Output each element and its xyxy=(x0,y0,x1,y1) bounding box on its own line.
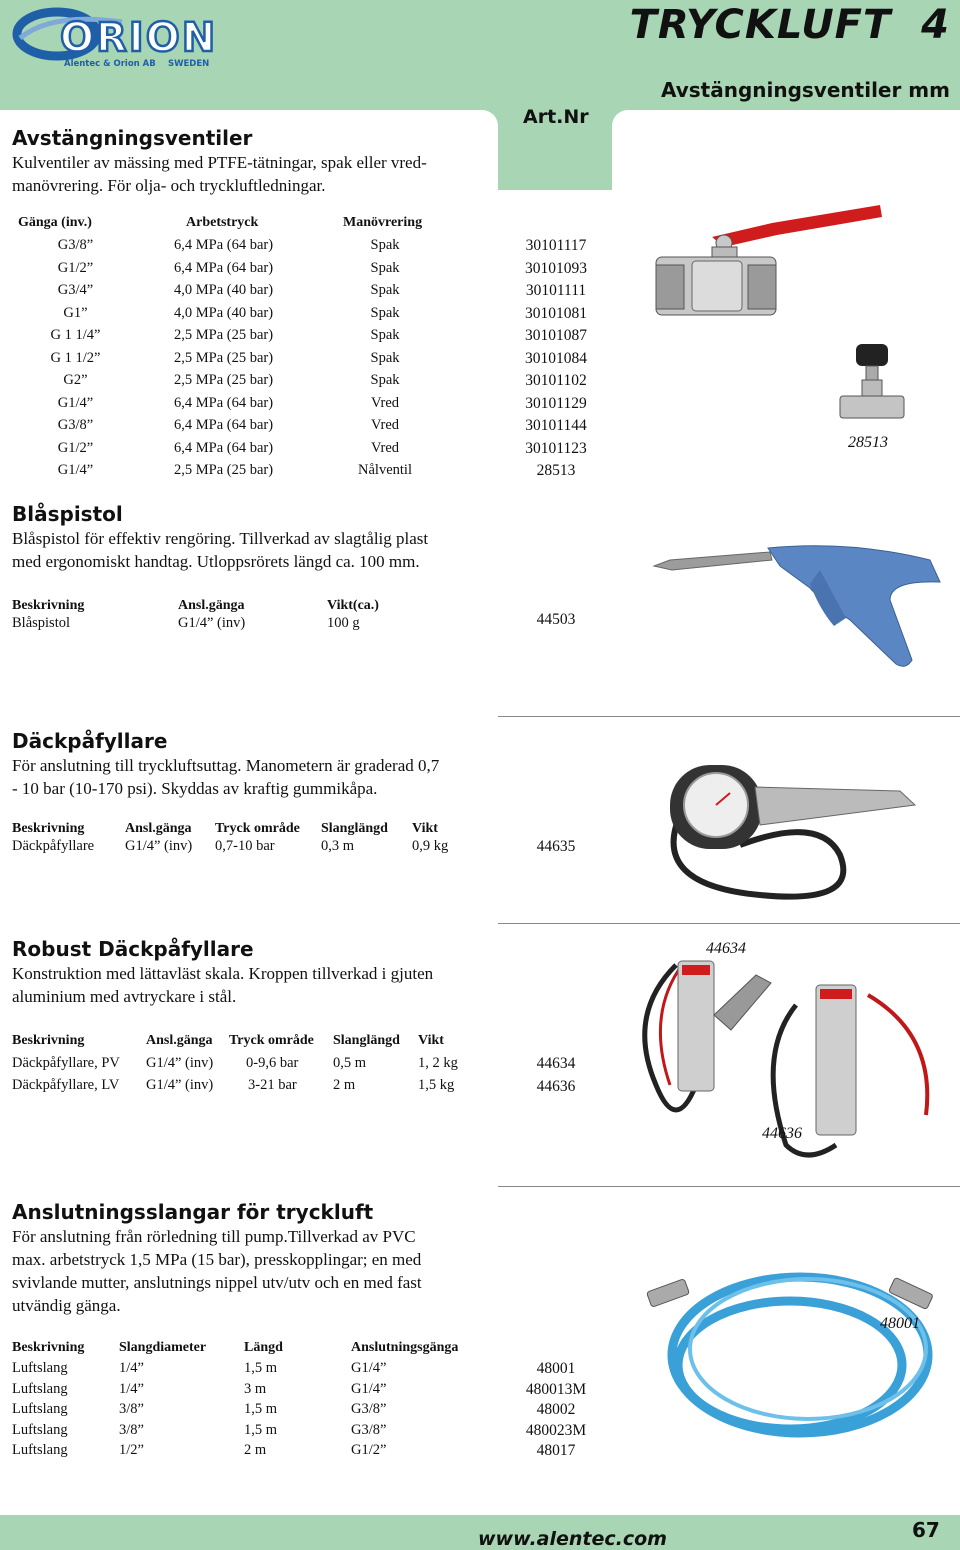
description-line: max. arbetstryck 1,5 MPa (15 bar), presskopplingar; en med xyxy=(12,1250,422,1269)
logo-wordmark: ORION xyxy=(60,15,218,61)
article-number: 480023M xyxy=(525,1421,587,1439)
table-cell: Luftslang xyxy=(12,1360,68,1376)
separator xyxy=(498,1186,960,1187)
article-number: 480013M xyxy=(525,1380,587,1398)
description-line: För anslutning från rörledning till pump.Tillverkad av PVC xyxy=(12,1227,416,1246)
table-cell: G1/4” xyxy=(57,462,94,478)
article-number: 48002 xyxy=(536,1401,576,1418)
image-caption: 44634 xyxy=(706,940,746,957)
column-header: Beskrivning xyxy=(12,1340,85,1355)
section-heading: Avstängningsventiler xyxy=(12,126,253,150)
column-header: Ansl.gänga xyxy=(178,598,245,613)
description-line: För anslutning till tryckluftsuttag. Manometern är graderad 0,7 xyxy=(12,756,440,775)
air-hose-image xyxy=(640,1245,940,1465)
artnr-header: Art.Nr xyxy=(523,106,589,128)
table-cell: G1/4” (inv) xyxy=(146,1055,214,1071)
section-description xyxy=(12,151,427,197)
table-cell: 4,0 MPa (40 bar) xyxy=(174,282,274,298)
table-cell: Däckpåfyllare, PV xyxy=(12,1055,120,1071)
table-cell: 1,5 m xyxy=(244,1360,278,1376)
logo-company: Alentec & Orion AB xyxy=(64,59,156,69)
table-cell: 1, 2 kg xyxy=(418,1055,458,1071)
separator xyxy=(498,923,960,924)
table-cell: G1/4” xyxy=(57,394,94,411)
table-cell: G1/2” xyxy=(57,439,94,456)
column-header: Beskrivning xyxy=(12,598,85,613)
table-cell: G1/4” xyxy=(351,1360,387,1376)
table-cell: 100 g xyxy=(327,615,360,631)
column-header: Vikt(ca.) xyxy=(327,598,379,613)
article-number: 48017 xyxy=(536,1442,576,1459)
description-line: - 10 bar (10-170 psi). Skyddas av kraftig gummikåpa. xyxy=(12,779,378,798)
table-cell: 2 m xyxy=(244,1442,267,1458)
table-cell: 1,5 kg xyxy=(418,1077,455,1093)
table-cell: G1/2” xyxy=(57,259,94,276)
column-header: Ansl.gänga xyxy=(146,1033,213,1048)
section-description xyxy=(12,1225,422,1317)
website-link[interactable]: www.alentec.com xyxy=(478,1528,667,1550)
table-cell: 1,5 m xyxy=(244,1421,278,1438)
table-cell: Spak xyxy=(370,259,400,276)
table-cell: 0,7-10 bar xyxy=(215,838,275,854)
article-number: 30101129 xyxy=(525,394,587,412)
table-cell: Luftslang xyxy=(12,1421,68,1438)
column-header: Längd xyxy=(244,1340,283,1355)
logo-country: SWEDEN xyxy=(168,59,210,69)
page-number: 67 xyxy=(912,1518,940,1542)
column-header: Ansl.gänga xyxy=(125,821,192,836)
table-cell: Luftslang xyxy=(12,1380,68,1397)
image-caption: 28513 xyxy=(848,434,888,451)
table-cell: 2,5 MPa (25 bar) xyxy=(174,462,274,478)
page-title xyxy=(630,2,950,48)
needle-valve-image xyxy=(838,340,908,425)
table-cell: 3 m xyxy=(244,1380,267,1397)
table-cell: Däckpåfyllare xyxy=(12,838,95,854)
description-line: aluminium med avtryckare i stål. xyxy=(12,987,237,1006)
article-number: 30101087 xyxy=(525,327,587,344)
article-number: 30101093 xyxy=(525,259,587,277)
table-cell: 4,0 MPa (40 bar) xyxy=(174,304,274,321)
table-cell: G1/4” xyxy=(351,1380,387,1397)
image-caption: 48001 xyxy=(880,1315,920,1332)
table-cell: 0-9,6 bar xyxy=(246,1055,299,1071)
table-cell: G 1 1/4” xyxy=(50,327,101,343)
section-heading: Anslutningsslangar för tryckluft xyxy=(12,1200,374,1224)
table-cell: Vred xyxy=(370,439,400,456)
description-line: svivlande mutter, anslutnings nippel utv/utv och en med fast xyxy=(12,1273,422,1292)
column-header: Beskrivning xyxy=(12,1033,85,1048)
blow-gun-image xyxy=(650,530,950,690)
table-cell: 0,9 kg xyxy=(412,838,449,854)
table-cell: 6,4 MPa (64 bar) xyxy=(174,417,274,433)
column-header: Slanglängd xyxy=(321,821,388,836)
column-header: Anslutningsgänga xyxy=(351,1340,459,1355)
table-cell: 2,5 MPa (25 bar) xyxy=(174,372,274,388)
section-description xyxy=(12,754,439,800)
article-number: 44503 xyxy=(536,611,576,628)
table-cell: Luftslang xyxy=(12,1401,68,1417)
table-cell: 3-21 bar xyxy=(248,1077,297,1093)
table-cell: 1/4” xyxy=(119,1380,144,1397)
table-cell: 6,4 MPa (64 bar) xyxy=(174,439,274,456)
table-cell: 0,3 m xyxy=(321,838,355,854)
column-header: Manövrering xyxy=(343,215,423,230)
article-number: 44635 xyxy=(536,838,576,855)
tire-inflator-image xyxy=(640,745,940,910)
table-cell: Luftslang xyxy=(12,1442,68,1458)
section-description xyxy=(12,527,428,573)
table-cell: Vred xyxy=(370,417,400,433)
column-header: Gänga (inv.) xyxy=(18,215,92,230)
table-cell: Spak xyxy=(370,282,400,298)
table-cell: 2,5 MPa (25 bar) xyxy=(174,349,274,366)
table-cell: Blåspistol xyxy=(12,615,71,631)
column-header: Tryck område xyxy=(215,821,300,836)
description-line: manövrering. För olja- och tryckluftledningar. xyxy=(12,176,326,195)
section-heading: Blåspistol xyxy=(12,502,123,526)
table-cell: Vred xyxy=(370,394,400,411)
section-description xyxy=(12,962,433,1008)
table-cell: G1” xyxy=(63,304,88,321)
table-cell: Spak xyxy=(370,372,400,388)
article-number: 28513 xyxy=(536,462,576,479)
description-line: med ergonomiskt handtag. Utloppsrörets längd ca. 100 mm. xyxy=(12,552,420,571)
image-caption: 44636 xyxy=(762,1125,802,1142)
column-header: Arbetstryck xyxy=(186,215,259,230)
description-line: utvändig gänga. xyxy=(12,1296,121,1315)
table-cell: 6,4 MPa (64 bar) xyxy=(174,394,274,411)
article-number: 30101081 xyxy=(525,304,587,322)
table-cell: Nålventil xyxy=(358,462,412,478)
table-cell: G1/4” (inv) xyxy=(146,1077,214,1093)
table-cell: G2” xyxy=(63,372,88,388)
page-subtitle: Avstängningsventiler mm xyxy=(660,78,950,102)
article-number: 30101144 xyxy=(525,417,587,434)
table-cell: 3/8” xyxy=(119,1421,144,1438)
table-cell: 3/8” xyxy=(119,1401,144,1417)
table-cell: 1/4” xyxy=(119,1360,144,1376)
table-cell: G1/2” xyxy=(351,1442,387,1458)
table-cell: 6,4 MPa (64 bar) xyxy=(174,259,274,276)
table-cell: G3/8” xyxy=(351,1401,387,1417)
ball-valve-image xyxy=(652,195,887,325)
description-line: Blåspistol för effektiv rengöring. Tillverkad av slagtålig plast xyxy=(12,529,429,548)
orion-logo xyxy=(12,4,222,74)
table-cell: G3/4” xyxy=(57,282,94,298)
column-header: Slangdiameter xyxy=(119,1340,207,1355)
table-cell: 0,5 m xyxy=(333,1055,367,1071)
table-cell: 1/2” xyxy=(119,1442,144,1458)
section-heading: Robust Däckpåfyllare xyxy=(12,937,254,961)
article-number: 30101102 xyxy=(525,372,587,389)
table-cell: 2,5 MPa (25 bar) xyxy=(174,327,274,343)
article-number: 48001 xyxy=(536,1360,576,1377)
column-header: Beskrivning xyxy=(12,821,85,836)
column-header: Vikt xyxy=(418,1033,444,1048)
table-cell: G 1 1/2” xyxy=(50,349,101,366)
description-line: Konstruktion med lättavläst skala. Kroppen tillverkad i gjuten xyxy=(12,964,434,983)
table-cell: 6,4 MPa (64 bar) xyxy=(174,237,274,253)
table-cell: G1/4” (inv) xyxy=(125,838,193,854)
article-number: 30101084 xyxy=(525,349,587,367)
table-cell: 1,5 m xyxy=(244,1401,278,1417)
table-cell: Däckpåfyllare, LV xyxy=(12,1077,120,1093)
title-text: TRYCKLUFT xyxy=(629,2,892,48)
table-cell: Spak xyxy=(370,304,400,321)
column-header: Slanglängd xyxy=(333,1033,400,1048)
table-cell: 2 m xyxy=(333,1077,356,1093)
column-header: Tryck område xyxy=(229,1033,314,1048)
table-cell: G3/8” xyxy=(57,417,94,433)
article-number: 30101117 xyxy=(525,237,587,254)
article-number: 30101111 xyxy=(525,282,587,299)
column-header: Vikt xyxy=(412,821,438,836)
table-cell: Spak xyxy=(370,327,400,343)
table-cell: G1/4” (inv) xyxy=(178,615,246,631)
article-number: 44636 xyxy=(536,1078,576,1095)
article-number: 30101123 xyxy=(525,439,587,457)
table-cell: G3/8” xyxy=(57,237,94,253)
separator xyxy=(498,716,960,717)
table-cell: G3/8” xyxy=(351,1421,387,1438)
description-line: Kulventiler av mässing med PTFE-tätningar, spak eller vred- xyxy=(12,153,427,172)
section-heading: Däckpåfyllare xyxy=(12,729,168,753)
table-cell: Spak xyxy=(370,237,400,253)
article-number: 44634 xyxy=(536,1055,576,1072)
table-cell: Spak xyxy=(370,349,400,366)
chapter-number: 4 xyxy=(921,2,950,48)
